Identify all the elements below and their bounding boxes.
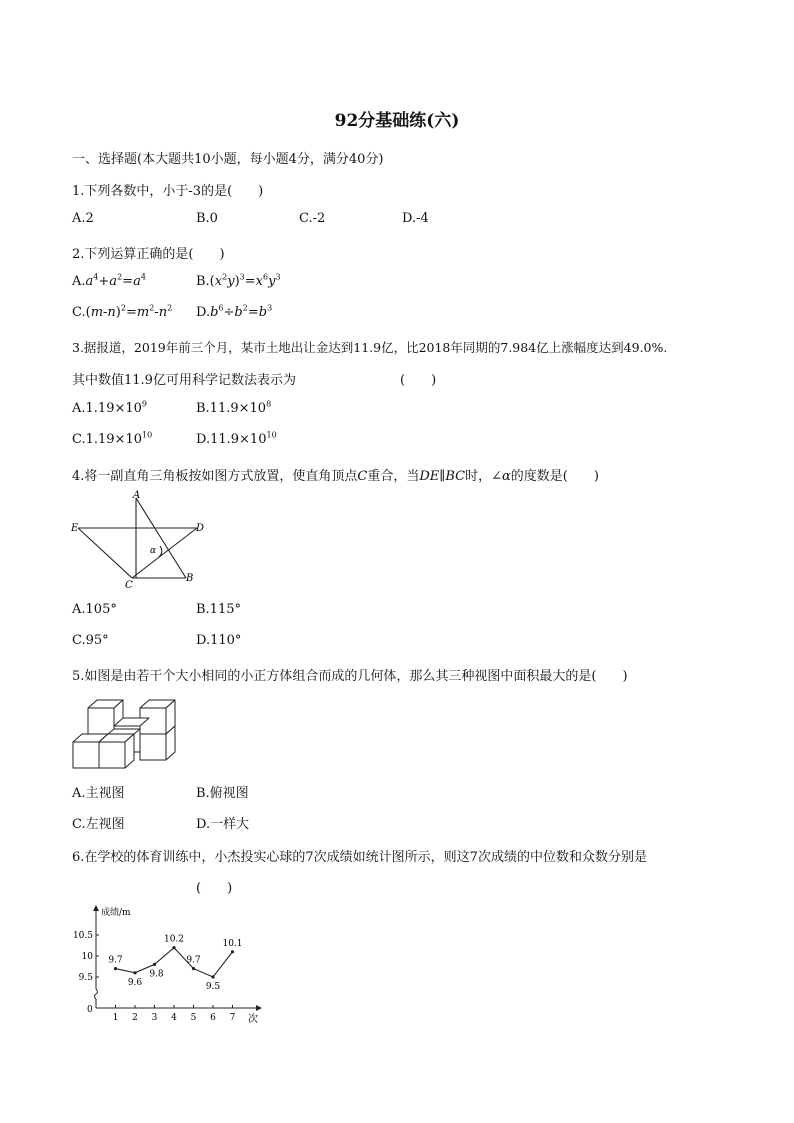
label-alpha: α [150, 546, 157, 556]
data-point [192, 967, 195, 970]
cube-front-2 [99, 734, 134, 768]
data-label: 9.5 [205, 982, 221, 992]
x-tick-label: 6 [210, 1013, 216, 1023]
x-tick-label: 2 [132, 1013, 138, 1023]
q1-stem: 1.下列各数中，小于-3的是( ) [72, 184, 264, 199]
data-label: 10.1 [222, 938, 243, 949]
label-d: D [196, 523, 205, 534]
q5-option-a: A.主视图 [72, 786, 125, 801]
q4-stem: 4.将一副直角三角板按如图方式放置，使直角顶点C重合，当DE∥BC时，∠α的度数是( ) [72, 469, 599, 484]
q2-option-b: $B.(x^2y)^3=x^6y^3$ [196, 272, 281, 289]
data-label: 9.7 [108, 955, 123, 966]
data-point [114, 967, 117, 970]
series-line [116, 948, 233, 980]
q4-option-a: A.105° [72, 602, 117, 617]
q5-option-b: B.俯视图 [196, 786, 249, 801]
triangle-figure [68, 488, 218, 592]
q1-option-d: D.-4 [402, 211, 429, 226]
x-axis-label: 次 [248, 1014, 258, 1025]
score-line-chart [68, 898, 278, 1028]
x-tick-label: 3 [151, 1013, 158, 1023]
q1-option-c: C.-2 [299, 211, 326, 226]
q2-option-d: $D.b^6\div b^2=b^3$ [196, 303, 273, 320]
page-title: 92分基础练(六) [334, 111, 460, 131]
label-b: B [186, 573, 194, 584]
x-tick-label: 7 [229, 1013, 236, 1023]
q3-option-c: $C.1.19\times 10^{10}$ [72, 430, 153, 447]
data-label: 9.8 [149, 969, 164, 980]
y-tick-label: 10.5 [72, 931, 93, 941]
q1-option-a: A.2 [72, 211, 94, 226]
q5-option-d: D.一样大 [196, 817, 250, 832]
q5-stem: 5.如图是由若干个大小相同的小正方体组合而成的几何体，那么其三种视图中面积最大的是( ) [72, 669, 628, 684]
q2-option-c: $C.(m-n)^2=m^2-n^2$ [72, 303, 173, 320]
q4-option-c: C.95° [72, 633, 109, 648]
origin-label: 0 [87, 1005, 93, 1015]
data-label: 9.6 [127, 977, 143, 988]
line-dc [132, 528, 197, 578]
y-tick-label: 10 [81, 952, 93, 962]
data-point [133, 971, 136, 974]
cube-front-3 [108, 729, 140, 734]
label-c: C [125, 580, 133, 591]
line-ec [78, 528, 132, 578]
q6-stem: 6.在学校的体育训练中，小杰投实心球的7次成绩如统计图所示，则这7次成绩的中位数和众数分别是 [72, 850, 647, 865]
line-ab [136, 498, 186, 578]
x-tick-label: 5 [190, 1013, 197, 1023]
q5-option-c: C.左视图 [72, 817, 125, 832]
y-axis-label: 成绩/m [101, 908, 131, 918]
q2-option-a: $A.a^4+a^2=a^4$ [72, 272, 146, 289]
q3-option-d: $D.11.9\times 10^{10}$ [196, 430, 277, 447]
q3-stem-line1: 3.据报道，2019年前三个月，某市土地出让金达到11.9亿，比2018年同期的7.984亿上涨幅度达到49.0%. [72, 340, 668, 355]
label-e: E [71, 523, 79, 534]
data-point [211, 975, 214, 978]
q3-option-a: $A.1.19\times 10^9$ [72, 399, 147, 416]
axis-break-mark [95, 989, 98, 999]
x-tick-label: 1 [112, 1013, 119, 1023]
cube-back-2 [140, 700, 175, 734]
q4-option-d: D.110° [196, 633, 242, 648]
q4-option-b: B.115° [196, 602, 241, 617]
data-point [153, 963, 156, 966]
data-point [172, 946, 175, 949]
q6-answer-paren: ( ) [196, 881, 233, 896]
cube-figure [68, 692, 178, 774]
q3-stem-line2: 其中数值11.9亿可用科学记数法表示为 [72, 373, 296, 388]
data-label: 10.2 [163, 934, 185, 945]
data-label: 9.7 [186, 955, 201, 966]
q2-stem: 2.下列运算正确的是( ) [72, 247, 225, 262]
x-tick-label: 4 [171, 1013, 177, 1023]
q3-answer-paren: ( ) [400, 373, 437, 388]
section-heading: 一、选择题(本大题共10小题，每小题4分，满分40分) [72, 152, 384, 167]
q1-option-b: B.0 [196, 211, 218, 226]
label-a: A [133, 490, 141, 501]
q3-option-b: $B.11.9\times 10^8$ [196, 399, 272, 416]
y-tick-label: 9.5 [78, 973, 93, 983]
data-point [231, 950, 234, 953]
